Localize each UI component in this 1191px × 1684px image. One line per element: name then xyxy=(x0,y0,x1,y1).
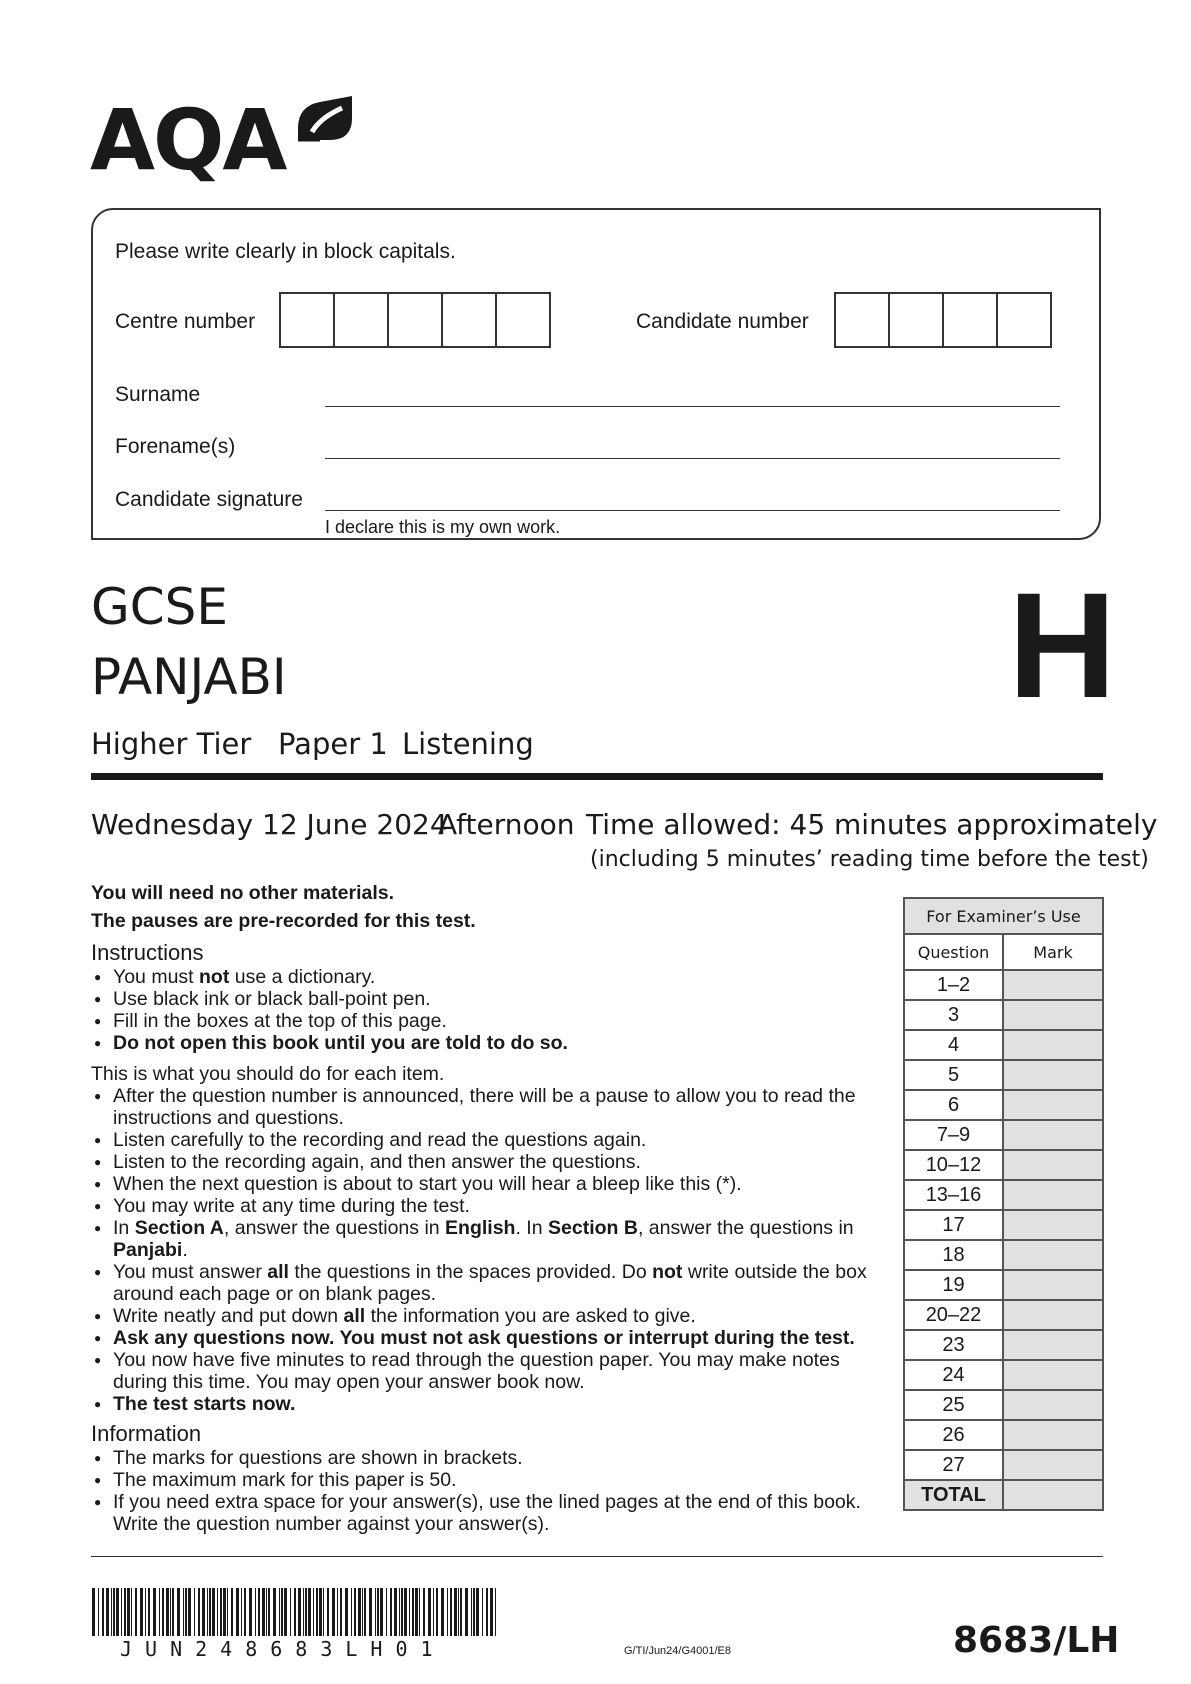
question-number-cell: 10–12 xyxy=(904,1150,1003,1180)
mark-cell[interactable] xyxy=(1003,1000,1103,1030)
mark-cell[interactable] xyxy=(1003,1180,1103,1210)
mark-cell[interactable] xyxy=(1003,1210,1103,1240)
barcode-bar xyxy=(458,1588,459,1636)
barcode-bar xyxy=(313,1588,314,1636)
barcode-bar xyxy=(166,1588,169,1636)
examiners-use-title: For Examiner’s Use xyxy=(904,898,1103,934)
table-row xyxy=(904,1030,1103,1060)
barcode-bar xyxy=(476,1588,479,1636)
table-row xyxy=(904,1270,1103,1300)
aqa-logo: AQA xyxy=(90,91,286,189)
candidate-number-boxes[interactable] xyxy=(836,292,1052,348)
mark-cell[interactable] xyxy=(1003,1390,1103,1420)
barcode-bar xyxy=(454,1588,457,1636)
barcode-text: JUN248683LH01 xyxy=(120,1637,446,1661)
barcode-bar xyxy=(377,1588,379,1636)
centre-number-box[interactable] xyxy=(441,292,497,348)
question-number-cell: 4 xyxy=(904,1030,1003,1060)
mark-cell[interactable] xyxy=(1003,1150,1103,1180)
barcode-bar xyxy=(447,1588,448,1636)
question-number-cell: 6 xyxy=(904,1090,1003,1120)
barcode-bar xyxy=(183,1588,184,1636)
mark-cell[interactable] xyxy=(1003,1030,1103,1060)
barcode-bar xyxy=(124,1588,126,1636)
barcode-bar xyxy=(319,1588,322,1636)
barcode-bar xyxy=(465,1588,468,1636)
item-steps-list xyxy=(91,1085,891,1415)
barcode-bar xyxy=(198,1588,200,1636)
list-item: ● You may write at any time during the test. xyxy=(91,1195,891,1217)
barcode-bar xyxy=(92,1588,95,1636)
barcode-bar xyxy=(148,1588,150,1636)
information-heading: Information xyxy=(91,1421,202,1446)
table-row xyxy=(904,1000,1103,1030)
mark-cell[interactable] xyxy=(1003,1120,1103,1150)
barcode-bar xyxy=(460,1588,462,1636)
barcode-bar xyxy=(249,1588,252,1636)
barcode-bar xyxy=(194,1588,195,1636)
candidate-number-box[interactable] xyxy=(888,292,944,348)
barcode-bar xyxy=(127,1588,130,1636)
paper-reference: G/TI/Jun24/G4001/E8 xyxy=(624,1645,732,1657)
candidate-number-box[interactable] xyxy=(996,292,1052,348)
barcode-bar xyxy=(244,1588,246,1636)
centre-number-label: Centre number xyxy=(115,310,256,333)
barcode-bar xyxy=(323,1588,324,1636)
barcode-bar xyxy=(209,1588,211,1636)
footer-divider xyxy=(91,1556,1103,1557)
list-item: ● When the next question is about to start you will hear a bleep like this (*). xyxy=(91,1173,891,1195)
list-item: ● In Section A, answer the questions in English. In Section B, answer the questions in Panjabi. xyxy=(91,1217,891,1261)
barcode-bar xyxy=(273,1588,276,1636)
barcode-bar xyxy=(227,1588,228,1636)
list-item: ● Do not open this book until you are told to do so. xyxy=(91,1032,891,1054)
barcode-bar xyxy=(202,1588,205,1636)
barcode-bar xyxy=(98,1588,99,1636)
barcode-bar xyxy=(220,1588,222,1636)
barcode-bar xyxy=(159,1588,160,1636)
barcode xyxy=(92,1588,502,1636)
barcode-bar xyxy=(308,1588,311,1636)
question-number-cell: 3 xyxy=(904,1000,1003,1030)
question-number-cell: 23 xyxy=(904,1330,1003,1360)
question-number-cell: 17 xyxy=(904,1210,1003,1240)
barcode-bar xyxy=(340,1588,342,1636)
candidate-number-label: Candidate number xyxy=(636,310,809,333)
barcode-bar xyxy=(428,1588,431,1636)
centre-number-boxes[interactable] xyxy=(281,292,551,348)
pauses-line: The pauses are pre-recorded for this test. xyxy=(91,910,476,932)
barcode-bar xyxy=(495,1588,496,1636)
mark-cell[interactable] xyxy=(1003,1240,1103,1270)
question-number-cell: 26 xyxy=(904,1420,1003,1450)
barcode-bar xyxy=(294,1588,296,1636)
table-row xyxy=(904,1180,1103,1210)
barcode-bar xyxy=(185,1588,187,1636)
barcode-bar xyxy=(135,1588,137,1636)
information-list xyxy=(91,1447,891,1535)
barcode-bar xyxy=(471,1588,472,1636)
barcode-bar xyxy=(473,1588,475,1636)
barcode-bar xyxy=(279,1588,280,1636)
table-row xyxy=(904,1240,1103,1270)
title-divider xyxy=(91,773,1103,780)
barcode-bar xyxy=(399,1588,400,1636)
list-item: ● The maximum mark for this paper is 50. xyxy=(91,1469,891,1491)
forename-field[interactable] xyxy=(325,458,1060,459)
barcode-bar xyxy=(419,1588,420,1636)
tier-name: Higher Tier xyxy=(91,727,252,761)
barcode-bar xyxy=(354,1588,356,1636)
mark-cell[interactable] xyxy=(1003,1060,1103,1090)
barcode-bar xyxy=(303,1588,304,1636)
item-intro: This is what you should do for each item. xyxy=(91,1063,445,1085)
table-row xyxy=(904,1120,1103,1150)
barcode-bar xyxy=(258,1588,260,1636)
list-item: ● If you need extra space for your answer(s), use the lined pages at the end of this book. Write the question number against your answer(s). xyxy=(91,1491,891,1535)
mark-column-header: Mark xyxy=(1003,934,1103,970)
instructions-list xyxy=(91,966,891,1054)
barcode-bar xyxy=(316,1588,318,1636)
list-item: ● Listen carefully to the recording and read the questions again. xyxy=(91,1129,891,1151)
barcode-bar xyxy=(268,1588,270,1636)
barcode-bar xyxy=(145,1588,146,1636)
list-item: ● Ask any questions now. You must not ask questions or interrupt during the test. xyxy=(91,1327,891,1349)
barcode-bar xyxy=(102,1588,104,1636)
examiners-use-table xyxy=(903,897,1104,1511)
question-number-cell: 25 xyxy=(904,1390,1003,1420)
barcode-bar xyxy=(362,1588,363,1636)
centre-number-box[interactable] xyxy=(333,292,389,348)
barcode-bar xyxy=(351,1588,352,1636)
mark-cell[interactable] xyxy=(1003,1330,1103,1360)
question-number-cell: 18 xyxy=(904,1240,1003,1270)
table-row xyxy=(904,1450,1103,1480)
time-allowed: Time allowed: 45 minutes approximately xyxy=(586,808,1158,841)
barcode-bar xyxy=(177,1588,180,1636)
barcode-bar xyxy=(266,1588,267,1636)
barcode-bar xyxy=(358,1588,361,1636)
exam-date: Wednesday 12 June 2024 xyxy=(91,808,448,841)
barcode-bar xyxy=(106,1588,109,1636)
barcode-bar xyxy=(380,1588,383,1636)
barcode-bar xyxy=(327,1588,329,1636)
mark-cell[interactable] xyxy=(1003,1420,1103,1450)
question-number-cell: 5 xyxy=(904,1060,1003,1090)
barcode-bar xyxy=(284,1588,287,1636)
barcode-bar xyxy=(281,1588,283,1636)
barcode-bar xyxy=(490,1588,493,1636)
table-row xyxy=(904,970,1103,1000)
paper-number: Paper 1 xyxy=(278,727,388,761)
block-capitals-instruction: Please write clearly in block capitals. xyxy=(115,240,456,263)
barcode-bar xyxy=(140,1588,143,1636)
barcode-bar xyxy=(207,1588,208,1636)
centre-number-box[interactable] xyxy=(495,292,551,348)
table-row xyxy=(904,1420,1103,1450)
declaration-text: I declare this is my own work. xyxy=(325,517,561,537)
list-item: ● Listen to the recording again, and then answer the questions. xyxy=(91,1151,891,1173)
barcode-bar xyxy=(111,1588,112,1636)
barcode-bar xyxy=(390,1588,392,1636)
list-item: ● The marks for questions are shown in brackets. xyxy=(91,1447,891,1469)
question-number-cell: 19 xyxy=(904,1270,1003,1300)
barcode-bar xyxy=(482,1588,483,1636)
surname-field[interactable] xyxy=(325,406,1060,407)
barcode-bar xyxy=(412,1588,414,1636)
barcode-bar xyxy=(394,1588,397,1636)
mark-cell[interactable] xyxy=(1003,1450,1103,1480)
table-row xyxy=(904,1210,1103,1240)
barcode-bar xyxy=(290,1588,291,1636)
barcode-bar xyxy=(298,1588,301,1636)
total-label: TOTAL xyxy=(904,1480,1003,1510)
instructions-heading: Instructions xyxy=(91,940,204,965)
barcode-bar xyxy=(409,1588,410,1636)
mark-cell[interactable] xyxy=(1003,1360,1103,1390)
list-item: ● The test starts now. xyxy=(91,1393,891,1415)
barcode-bar xyxy=(436,1588,438,1636)
list-item: ● Write neatly and put down all the information you are asked to give. xyxy=(91,1305,891,1327)
barcode-bar xyxy=(375,1588,376,1636)
question-number-cell: 20–22 xyxy=(904,1300,1003,1330)
question-number-cell: 1–2 xyxy=(904,970,1003,1000)
list-item: ● After the question number is announced, there will be a pause to allow you to read the instructions and questions. xyxy=(91,1085,891,1129)
table-row xyxy=(904,1300,1103,1330)
barcode-bar xyxy=(170,1588,171,1636)
list-item: ● Fill in the boxes at the top of this page. xyxy=(91,1010,891,1032)
barcode-bar xyxy=(450,1588,452,1636)
barcode-bar xyxy=(486,1588,488,1636)
table-row xyxy=(904,1330,1103,1360)
signature-label: Candidate signature xyxy=(115,488,303,511)
qualification-title: GCSE xyxy=(91,578,228,636)
barcode-bar xyxy=(386,1588,387,1636)
barcode-bar xyxy=(364,1588,366,1636)
question-column-header: Question xyxy=(904,934,1003,970)
question-number-cell: 13–16 xyxy=(904,1180,1003,1210)
barcode-bar xyxy=(441,1588,444,1636)
mark-cell[interactable] xyxy=(1003,970,1103,1000)
tier-letter: H xyxy=(1008,561,1117,729)
mark-cell[interactable] xyxy=(1003,1300,1103,1330)
barcode-bar xyxy=(212,1588,215,1636)
barcode-bar xyxy=(236,1588,239,1636)
table-row xyxy=(904,1150,1103,1180)
table-row xyxy=(904,1390,1103,1420)
barcode-bar xyxy=(433,1588,434,1636)
centre-number-box[interactable] xyxy=(279,292,335,348)
barcode-bar xyxy=(153,1588,156,1636)
table-row xyxy=(904,1360,1103,1390)
barcode-bar xyxy=(172,1588,174,1636)
mark-cell[interactable] xyxy=(1003,1090,1103,1120)
list-item: ● You now have five minutes to read through the question paper. You may make notes during this time. You may open your answer book now. xyxy=(91,1349,891,1393)
question-number-cell: 7–9 xyxy=(904,1120,1003,1150)
candidate-number-box[interactable] xyxy=(834,292,890,348)
barcode-bar xyxy=(241,1588,242,1636)
barcode-bar xyxy=(188,1588,191,1636)
barcode-bar xyxy=(231,1588,233,1636)
barcode-bar xyxy=(332,1588,335,1636)
exam-session: Afternoon xyxy=(438,808,575,841)
mark-cell[interactable] xyxy=(1003,1270,1103,1300)
total-mark-cell[interactable] xyxy=(1003,1480,1103,1510)
barcode-bar xyxy=(116,1588,119,1636)
centre-number-box[interactable] xyxy=(387,292,443,348)
barcode-bar xyxy=(404,1588,407,1636)
list-item: ● You must answer all the questions in the spaces provided. Do not write outside the box around each page or on blank pages. xyxy=(91,1261,891,1305)
table-row xyxy=(904,1060,1103,1090)
barcode-bar xyxy=(415,1588,418,1636)
signature-field[interactable] xyxy=(325,510,1060,511)
instructions-block xyxy=(91,882,891,1535)
barcode-bar xyxy=(345,1588,348,1636)
paper-code: 8683/LH xyxy=(953,1620,1120,1661)
subject-title: PANJABI xyxy=(91,648,287,706)
barcode-bar xyxy=(423,1588,425,1636)
surname-label: Surname xyxy=(115,383,201,406)
reading-time-note: (including 5 minutes’ reading time before the test) xyxy=(590,847,1149,872)
barcode-bar xyxy=(262,1588,265,1636)
barcode-bar xyxy=(223,1588,226,1636)
barcode-bar xyxy=(305,1588,307,1636)
aqa-leaf-logo-icon xyxy=(290,88,360,148)
barcode-bar xyxy=(337,1588,338,1636)
forename-label: Forename(s) xyxy=(115,435,236,458)
barcode-bar xyxy=(121,1588,122,1636)
barcode-bar xyxy=(217,1588,218,1636)
candidate-number-box[interactable] xyxy=(942,292,998,348)
barcode-bar xyxy=(131,1588,132,1636)
table-row xyxy=(904,1090,1103,1120)
barcode-bar xyxy=(401,1588,403,1636)
materials-line: You will need no other materials. xyxy=(91,882,395,904)
paper-component: Listening xyxy=(402,727,534,761)
barcode-bar xyxy=(162,1588,164,1636)
question-number-cell: 27 xyxy=(904,1450,1003,1480)
question-number-cell: 24 xyxy=(904,1360,1003,1390)
list-item: ● Use black ink or black ball-point pen. xyxy=(91,988,891,1010)
barcode-bar xyxy=(369,1588,372,1636)
barcode-bar xyxy=(113,1588,115,1636)
list-item: ● You must not use a dictionary. xyxy=(91,966,891,988)
barcode-bar xyxy=(255,1588,256,1636)
